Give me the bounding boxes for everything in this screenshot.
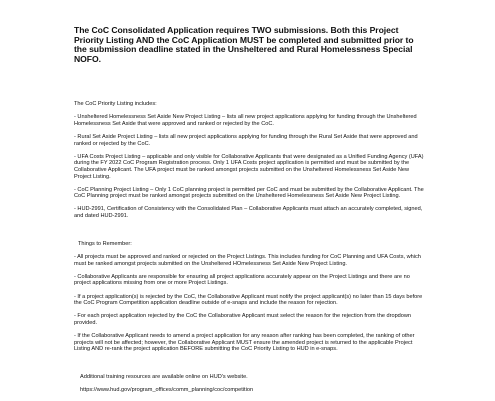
things-to-remember-title: Things to Remember: <box>78 240 132 247</box>
list-item: - Unsheltered Homelessness Set Aside New Project Listing – lists all new project applications applying for funding through the Unsheltered Homelessness Set Aside that were approved and ranked or rejected by the CoC. <box>74 114 417 127</box>
priority-listing-intro: The CoC Priority Listing includes: <box>74 100 157 107</box>
document-page <box>74 26 426 401</box>
list-item: - UFA Costs Project Listing – applicable and only visible for Collaborative Applicants that were designated as a Unified Funding Agency (UFA) during the FY 2022 CoC Program Registration process. Only 1 UFA Costs project application is permitted and must be submitted by the Collaborative Applicant. The UFA project must be ranked amongst projects submitted on the Unsheltered Homelessness Set Aside New Project Listing. <box>74 153 424 180</box>
list-item: - If the Collaborative Applicant needs to amend a project application for any reason after ranking has been completed, the ranking of other projects will not be affected; however, the Collaborative Applicant MUST ensure the amended project is returned to the applicable Project Listing AND re-rank the project application BEFORE submitting the CoC Priority Listing to HUD in e-snaps. <box>74 333 415 353</box>
submission-notice-heading: The CoC Consolidated Application requires TWO submissions. Both this Project Priority Listing AND the CoC Application MUST be completed and submitted prior to the submission deadline stated in the Unsheltered and Rural Homelessness Special NOFO. <box>74 25 414 64</box>
list-item: - If a project application(s) is rejected by the CoC, the Collaborative Applicant must notify the project applicant(s) no later than 15 days before the CoC Program Competition application deadline outside of e-snaps and include the reason for rejection. <box>74 293 423 307</box>
priority-listing-section <box>74 94 426 226</box>
resources-section <box>74 368 426 401</box>
hud-competition-link[interactable]: https://www.hud.gov/program_offices/comm_planning/coc/competition <box>80 387 254 394</box>
list-item: - For each project application rejected by the CoC the Collaborative Applicant must select the reason for the rejection from the dropdown provided. <box>74 313 412 326</box>
list-item: - CoC Planning Project Listing – Only 1 CoC planning project is permitted per CoC and must be submitted by the Collaborative Applicant. The CoC Planning project must be ranked amongst projects submitted on the Unsheltered Homelessness Set Aside New Project Listing. <box>74 186 424 200</box>
list-item: - All projects must be approved and ranked or rejected on the Project Listings. This includes funding for CoC Planning and UFA Costs, which must be ranked amongst projects submitted on the Unsheltered HOmelessness Set Aside New Project Listing. <box>74 254 421 267</box>
list-item: - Collaborative Applicants are responsible for ensuring all project applications accurately appear on the Project Listings and there are no project applications missing from one or more Project Listings. <box>74 273 410 287</box>
list-item: - Rural Set Aside Project Listing – lists all new project applications applying for funding through the Rural Set Aside that were approved and ranked or rejected by the CoC. <box>74 133 418 147</box>
list-item: - HUD-2991, Certification of Consistency with the Consolidated Plan – Collaborative Applicants must attach an accurately completed, signed, and dated HUD-2991. <box>74 206 423 220</box>
things-to-remember-section <box>74 234 426 359</box>
resources-text: Additional training resources are available online on HUD's website. <box>80 374 248 381</box>
